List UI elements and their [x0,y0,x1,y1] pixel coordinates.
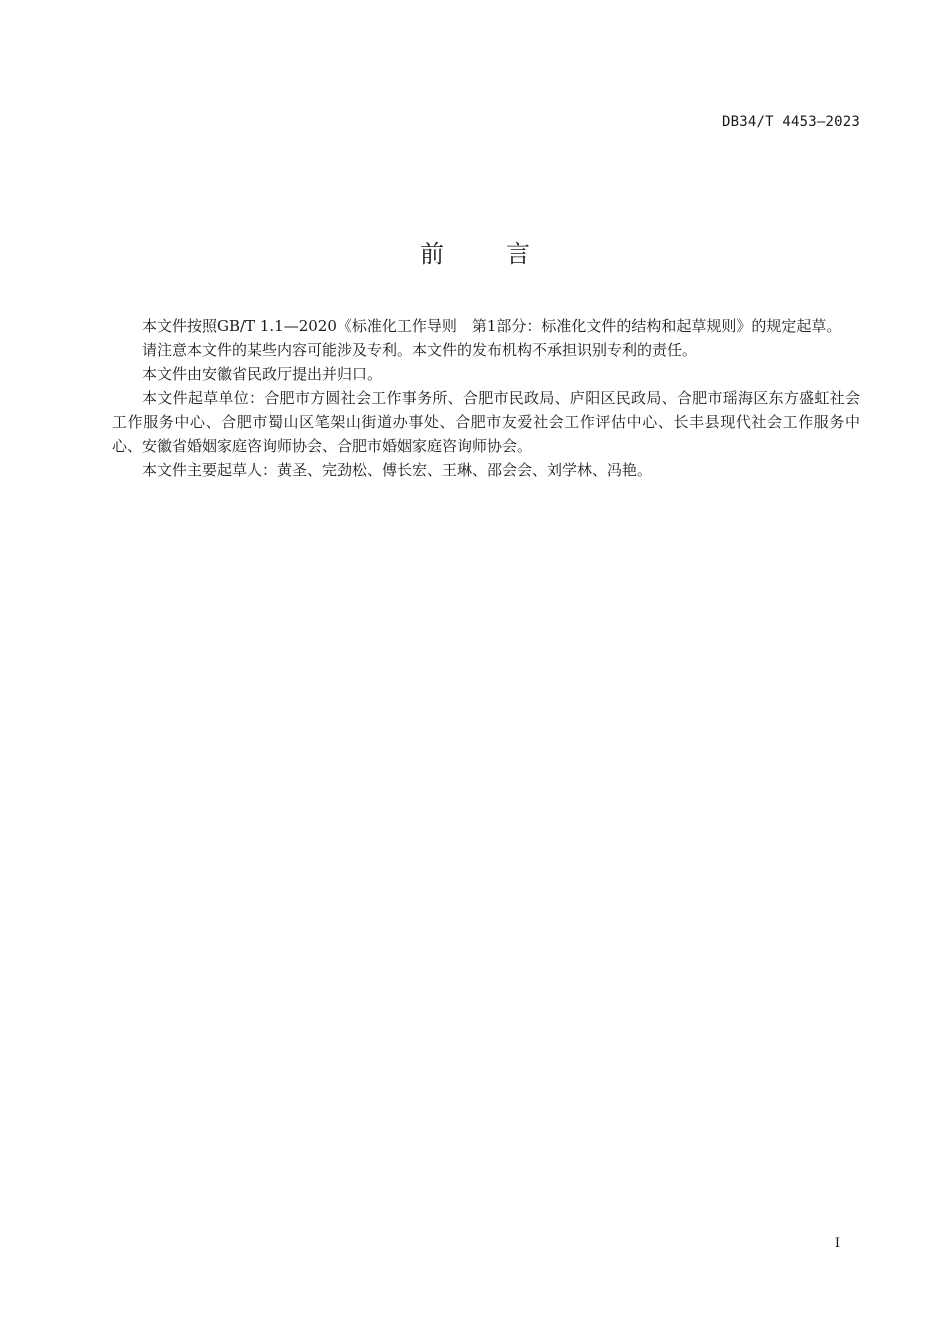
page-title: 前言 [420,240,592,268]
preface-body [112,314,860,482]
paragraph-drafting-rules: 本文件按照GB/T 1.1—2020《标准化工作导则 第1部分：标准化文件的结构和起草规则》的规定起草。 [142,317,842,335]
document-code: DB34/T 4453—2023 [721,114,860,130]
paragraph-drafters: 本文件主要起草人：黄圣、完劲松、傅长宏、王琳、邵会会、刘学林、冯艳。 [142,461,653,479]
paragraph-drafting-units: 本文件起草单位：合肥市方圆社会工作事务所、合肥市民政局、庐阳区民政局、合肥市瑶海区东方盛虹社会工作服务中心、合肥市蜀山区笔架山街道办事处、合肥市友爱社会工作评估中心、长丰县现代社会工作服务中心、安徽省婚姻家庭咨询师协会、合肥市婚姻家庭咨询师协会。 [112,389,860,455]
paragraph-proposer: 本文件由安徽省民政厅提出并归口。 [142,365,383,383]
page-number: I [834,1236,840,1251]
paragraph-patent-notice: 请注意本文件的某些内容可能涉及专利。本文件的发布机构不承担识别专利的责任。 [142,341,698,359]
